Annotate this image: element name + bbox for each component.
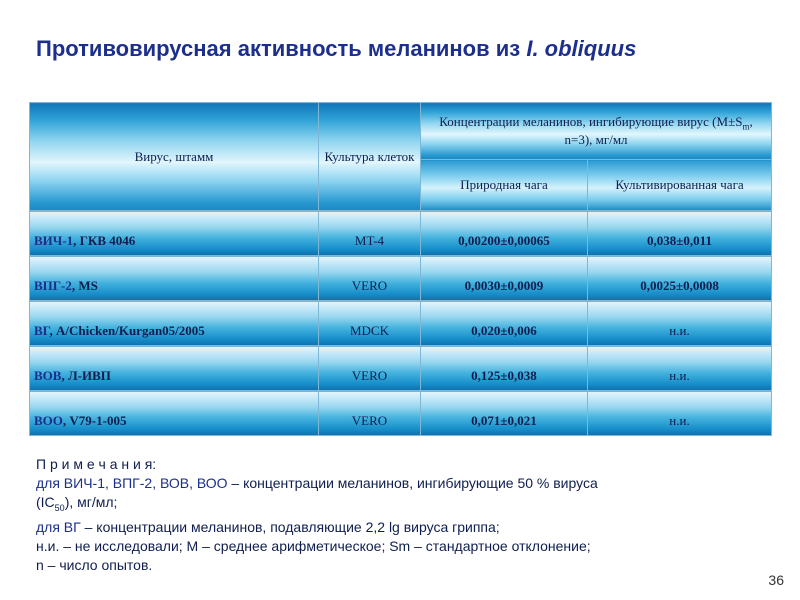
title-species: I. obliquus [526,36,637,61]
cell-virus: ВГ, A/Chicken/Kurgan05/2005 [30,301,319,346]
table-row [30,256,772,301]
cell-cultivated: 0,0025±0,0008 [588,256,772,301]
title-main: Противовирусная активность меланинов из [36,36,527,61]
cell-culture: MT-4 [319,211,421,256]
notes-line-3: для ВГ – концентрации меланинов, подавляющие 2,2 lg вируса гриппа; [36,518,500,535]
cell-natural: 0,00200±0,00065 [421,211,588,256]
notes-line-5: n – число опытов. [36,556,153,573]
cell-natural: 0,071±0,021 [421,391,588,436]
cell-virus: ВПГ-2, MS [30,256,319,301]
cell-culture: VERO [319,346,421,391]
table-row [30,301,772,346]
notes-block [36,455,756,575]
cell-natural: 0,125±0,038 [421,346,588,391]
cell-virus: ВОО, V79-1-005 [30,391,319,436]
cell-culture: VERO [319,256,421,301]
slide-title [36,36,776,62]
table-row [30,391,772,436]
results-table [29,102,772,436]
cell-natural: 0,0030±0,0009 [421,256,588,301]
header-cultivated: Культивированная чага [588,160,772,211]
cell-virus: ВИЧ-1, ГКВ 4046 [30,211,319,256]
notes-line-1: для ВИЧ-1, ВПГ-2, ВОВ, ВОО – концентрации меланинов, ингибирующие 50 % вируса [36,475,598,491]
cell-cultivated: 0,038±0,011 [588,211,772,256]
notes-heading: П р и м е ч а н и я: [36,456,157,472]
cell-culture: MDCK [319,301,421,346]
page-number: 36 [768,572,784,588]
notes-line-2: $(IC_{50})$, мг/мл; [36,494,118,513]
cell-natural: 0,020±0,006 [421,301,588,346]
cell-culture: VERO [319,391,421,436]
header-natural: Природная чага [421,160,588,211]
table-row [30,346,772,391]
results-table-wrapper [29,102,771,436]
header-concentration: Концентрации меланинов, ингибирующие вирус ($M\pm S_m$, n=3), мг/мл [421,103,772,160]
table-row [30,211,772,256]
header-culture: Культура клеток [319,103,421,211]
header-virus: Вирус, штамм [30,103,319,211]
notes-line-4: н.и. – не исследовали; М – среднее арифметическое; Sm – стандартное отклонение; [36,537,591,554]
cell-cultivated: н.и. [588,346,772,391]
cell-cultivated: н.и. [588,391,772,436]
cell-virus: ВОВ, Л-ИВП [30,346,319,391]
cell-cultivated: н.и. [588,301,772,346]
